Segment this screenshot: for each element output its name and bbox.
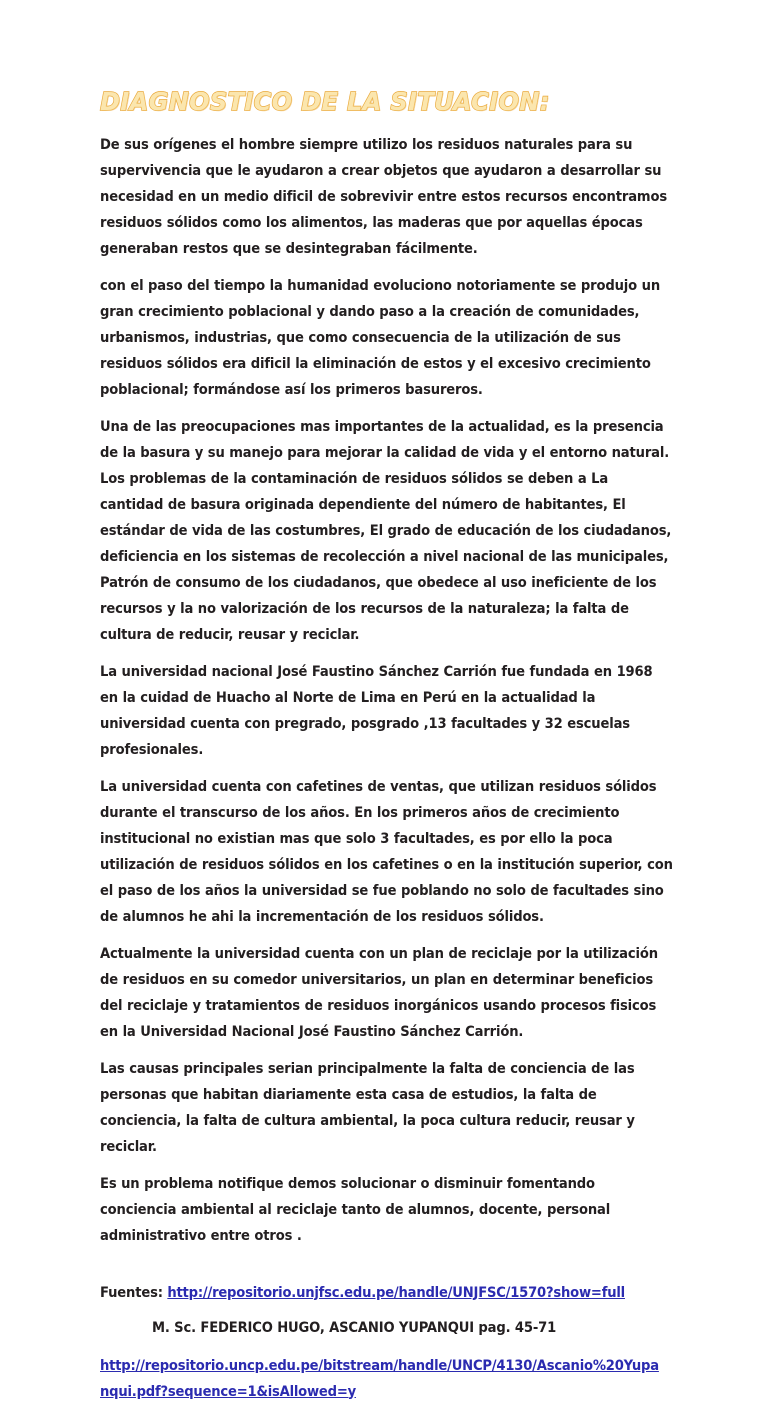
paragraph-6: Actualmente la universidad cuenta con un plan de reciclaje por la utilización de residuos en su comedor universitarios, un plan en determinar beneficios del reciclaje y tratamientos de residuos inorgánicos usando procesos fisicos en la Universidad Nacional José Faustino Sánchez Carrión.: [100, 944, 658, 1040]
paragraph-3: Una de las preocupaciones mas importantes de la actualidad, es la presencia de la basura y su manejo para mejorar la calidad de vida y el entorno natural. Los problemas de la contaminación de residuos sólidos se deben a La cantidad de basura originada dependiente del número de habitantes, El estándar de vida de las costumbres, El grado de educación de los ciudadanos, deficiencia en los sistemas de recolección a nivel nacional de las municipales, Patrón de consumo de los ciudadanos, que obedece al uso ineficiente de los recursos y la no valorización de los recursos de la naturaleza; la falta de cultura de reducir, reusar y reciclar.: [100, 417, 672, 643]
page-title: DIAGNOSTICO DE LA SITUACION:: [100, 87, 550, 116]
paragraph-7: Las causas principales serian principalmente la falta de conciencia de las personas que habitan diariamente esta casa de estudios, la falta de conciencia, la falta de cultura ambiental, la poca cultura reducir, reusar y reciclar.: [100, 1059, 635, 1155]
sources-label: Fuentes:: [100, 1283, 163, 1301]
paragraph-1: De sus orígenes el hombre siempre utilizo los residuos naturales para su supervivencia que le ayudaron a crear objetos que ayudaron a desarrollar su necesidad en un medio dificil de sobrevivir entre estos recursos encontramos residuos sólidos como los alimentos, las maderas que por aquellas épocas generaban restos que se desintegraban fácilmente.: [100, 135, 667, 257]
paragraph-2: con el paso del tiempo la humanidad evoluciono notoriamente se produjo un gran crecimiento poblacional y dando paso a la creación de comunidades, urbanismos, industrias, que como consecuencia de la utilización de sus residuos sólidos era dificil la eliminación de estos y el excesivo crecimiento poblacional; formándose así los primeros basureros.: [100, 276, 661, 398]
paragraph-4: La universidad nacional José Faustino Sánchez Carrión fue fundada en 1968 en la cuidad de Huacho al Norte de Lima en Perú en la actualidad la universidad cuenta con pregrado, posgrado ,13 facultades y 32 escuelas profesionales.: [100, 662, 653, 758]
source-link-uncp[interactable]: http://repositorio.uncp.edu.pe/bitstream/handle/UNCP/4130/Ascanio%20Yupanqui.pdf?sequence=1&isAllowed=y: [100, 1356, 659, 1400]
document-content: [100, 88, 674, 1414]
sources-line-secondary: [100, 1353, 666, 1405]
sources-line-primary: [100, 1280, 674, 1306]
sources-section: [100, 1280, 674, 1405]
source-link-unjfsc[interactable]: http://repositorio.unjfsc.edu.pe/handle/UNJFSC/1570?show=full: [167, 1283, 625, 1301]
source-citation: M. Sc. FEDERICO HUGO, ASCANIO YUPANQUI pag. 45-71: [152, 1318, 557, 1336]
paragraph-8: Es un problema notifique demos solucionar o disminuir fomentando conciencia ambiental al reciclaje tanto de alumnos, docente, personal administrativo entre otros .: [100, 1174, 611, 1244]
paragraph-5: La universidad cuenta con cafetines de ventas, que utilizan residuos sólidos durante el transcurso de los años. En los primeros años de crecimiento institucional no existian mas que solo 3 facultades, es por ello la poca utilización de residuos sólidos en los cafetines o en la institución superior, con el paso de los años la universidad se fue poblando no solo de facultades sino de alumnos he ahi la incrementación de los residuos sólidos.: [100, 777, 673, 925]
